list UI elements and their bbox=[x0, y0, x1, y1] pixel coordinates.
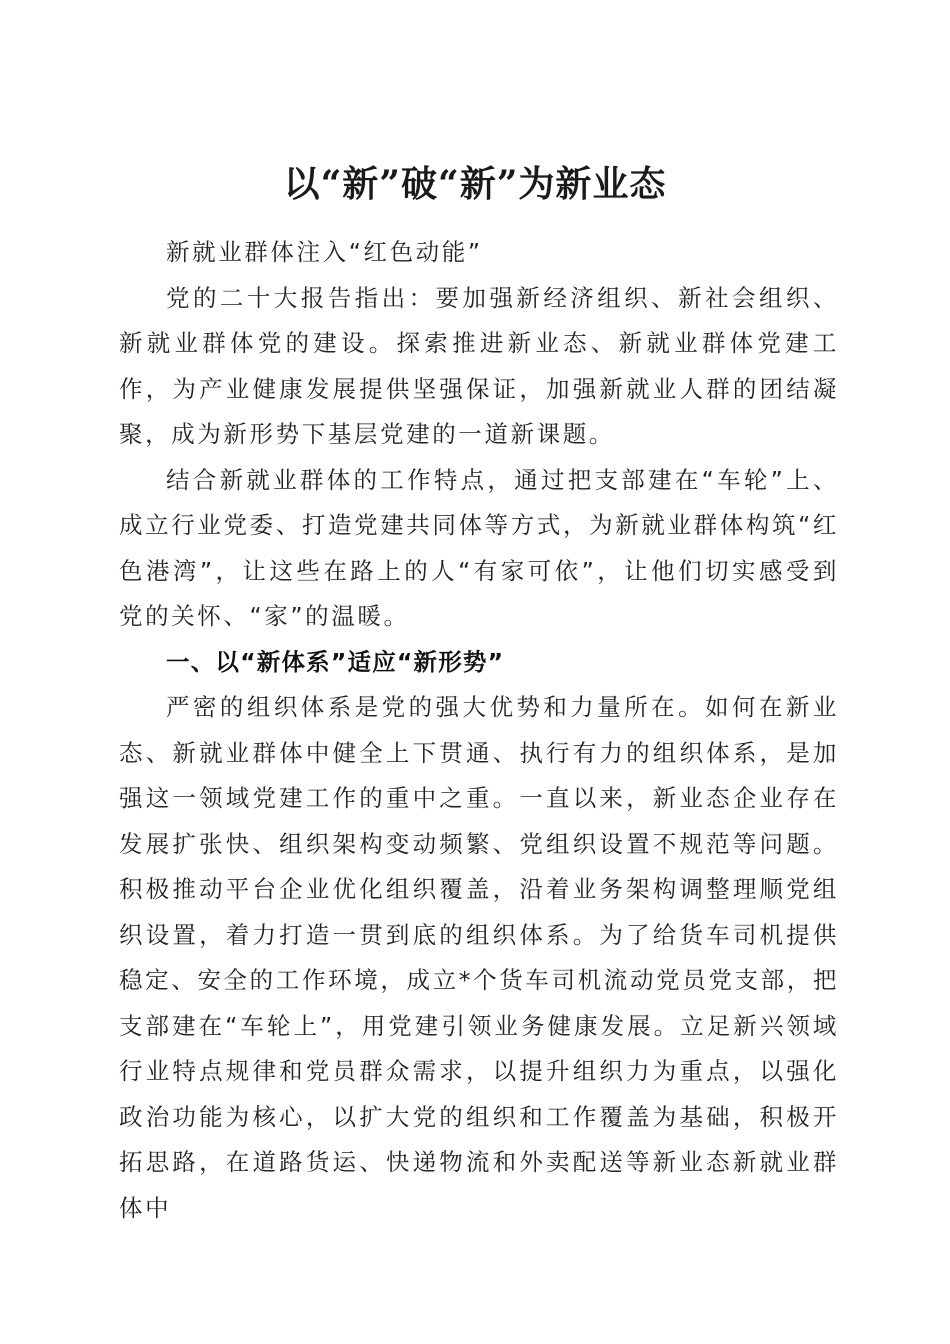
subtitle-paragraph: 新就业群体注入“红色动能” bbox=[166, 238, 483, 266]
body-paragraph: 结合新就业群体的工作特点，通过把支部建在“车轮”上、成立行业党委、打造党建共同体等方式，为新就业群体构筑“红色港湾”，让这些在路上的人“有家可依”，让他们切实感受到党的关怀、“家”的温暖。 bbox=[119, 465, 839, 630]
body-paragraph: 严密的组织体系是党的强大优势和力量所在。如何在新业态、新就业群体中健全上下贯通、执行有力的组织体系，是加强这一领域党建工作的重中之重。一直以来，新业态企业存在发展扩张快、组织架构变动频繁、党组织设置不规范等问题。积极推动平台企业优化组织覆盖，沿着业务架构调整理顺党组织设置，着力打造一贯到底的组织体系。为了给货车司机提供稳定、安全的工作环境，成立*个货车司机流动党员党支部，把支部建在“车轮上”，用党建引领业务健康发展。立足新兴领域行业特点规律和党员群众需求，以提升组织力为重点，以强化政治功能为核心，以扩大党的组织和工作覆盖为基础，积极开拓思路，在道路货运、快递物流和外卖配送等新业态新就业群体中 bbox=[119, 693, 839, 1222]
document-title: 以“新”破“新”为新业态 bbox=[283, 163, 667, 206]
section-heading: 一、以“新体系”适应“新形势” bbox=[166, 647, 505, 676]
body-paragraph: 党的二十大报告指出：要加强新经济组织、新社会组织、新就业群体党的建设。探索推进新业态、新就业群体党建工作，为产业健康发展提供坚强保证，加强新就业人群的团结凝聚，成为新形势下基层党建的一道新课题。 bbox=[119, 283, 839, 448]
document-body bbox=[119, 230, 839, 1231]
